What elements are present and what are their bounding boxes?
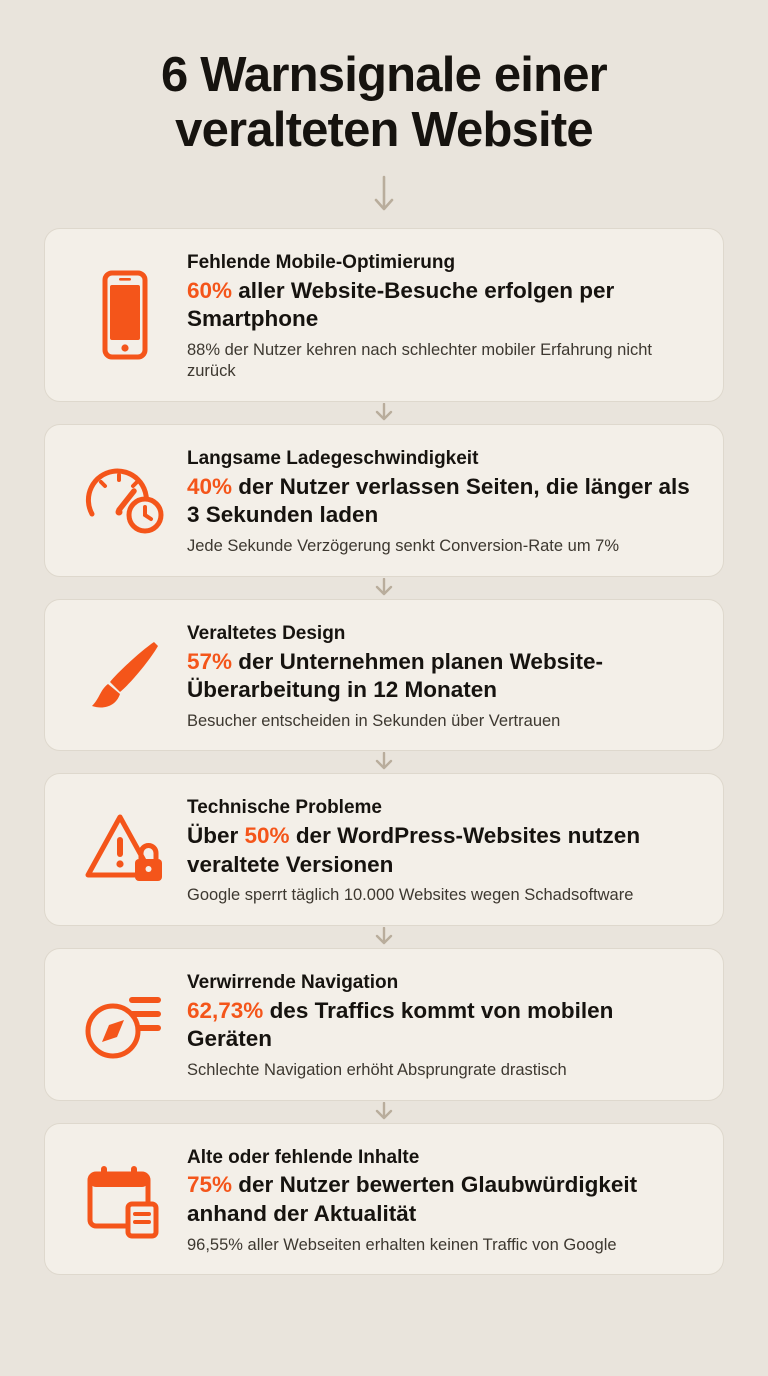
card-headline (187, 473, 701, 530)
card-headline-rest: der Nutzer verlassen Seiten, die länger als 3 Sekunden laden (187, 473, 690, 528)
speedometer-clock-icon (63, 445, 187, 555)
page-title-line-1: 6 Warnsignale einer (161, 48, 607, 102)
card-headline-rest: der Unternehmen planen Website-Überarbeitung in 12 Monaten (187, 648, 603, 703)
card-stat: 50% (244, 823, 290, 849)
card-label: Verwirrende Navigation (187, 972, 399, 994)
signal-card-5 (44, 948, 724, 1101)
signal-card-4 (44, 773, 724, 926)
card-label: Langsame Ladegeschwindigkeit (187, 448, 479, 470)
card-headline-rest: des Traffics kommt von mobilen Geräten (187, 997, 614, 1052)
calendar-document-icon (63, 1144, 187, 1254)
card-headline-rest: der Nutzer bewerten Glaubwürdigkeit anhand der Aktualität (187, 1172, 638, 1227)
signal-card-1 (44, 228, 724, 402)
signal-card-3 (44, 599, 724, 752)
card-subtext: 88% der Nutzer kehren nach schlechter mobiler Erfahrung nicht zurück (187, 340, 652, 381)
card-subtext: Besucher entscheiden in Sekunden über Vertrauen (187, 711, 561, 730)
warning-lock-icon (63, 795, 187, 905)
compass-menu-icon (63, 969, 187, 1079)
arrow-down-icon (44, 1101, 724, 1123)
card-stat: 62,73% (187, 997, 264, 1023)
card-headline-rest: aller Website-Besuche erfolgen per Smartphone (187, 277, 615, 332)
card-headline (187, 1171, 701, 1228)
card-label: Alte oder fehlende Inhalte (187, 1146, 420, 1168)
card-subtext: Google sperrt täglich 10.000 Websites wegen Schadsoftware (187, 886, 634, 905)
page-title-line-2: veralteten Website (175, 102, 593, 157)
arrow-down-icon (44, 926, 724, 948)
signal-card-6 (44, 1123, 724, 1276)
card-label: Fehlende Mobile-Optimierung (187, 251, 456, 273)
arrow-down-icon (0, 174, 768, 216)
signal-card-list (0, 228, 768, 1276)
card-stat: 75% (187, 1172, 233, 1198)
card-label: Technische Probleme (187, 797, 382, 819)
paintbrush-icon (63, 620, 187, 730)
card-subtext: Jede Sekunde Verzögerung senkt Conversion-Rate um 7% (187, 537, 620, 556)
smartphone-icon (63, 260, 187, 370)
arrow-down-icon (44, 577, 724, 599)
card-stat: 40% (187, 473, 233, 499)
card-stat: 57% (187, 648, 233, 674)
arrow-down-icon (44, 402, 724, 424)
card-headline (187, 997, 701, 1054)
card-subtext: Schlechte Navigation erhöht Absprungrate drastisch (187, 1060, 567, 1079)
signal-card-2 (44, 424, 724, 577)
page-title (0, 0, 768, 158)
card-headline-prefix: Über (187, 823, 245, 849)
card-headline (187, 277, 701, 334)
card-headline (187, 822, 701, 879)
card-headline-rest: der WordPress-Websites nutzen veraltete Versionen (187, 823, 641, 877)
arrow-down-icon (44, 751, 724, 773)
card-label: Veraltetes Design (187, 622, 346, 644)
card-subtext: 96,55% aller Webseiten erhalten keinen Traffic von Google (187, 1235, 617, 1254)
card-stat: 60% (187, 277, 233, 303)
card-headline (187, 648, 701, 705)
